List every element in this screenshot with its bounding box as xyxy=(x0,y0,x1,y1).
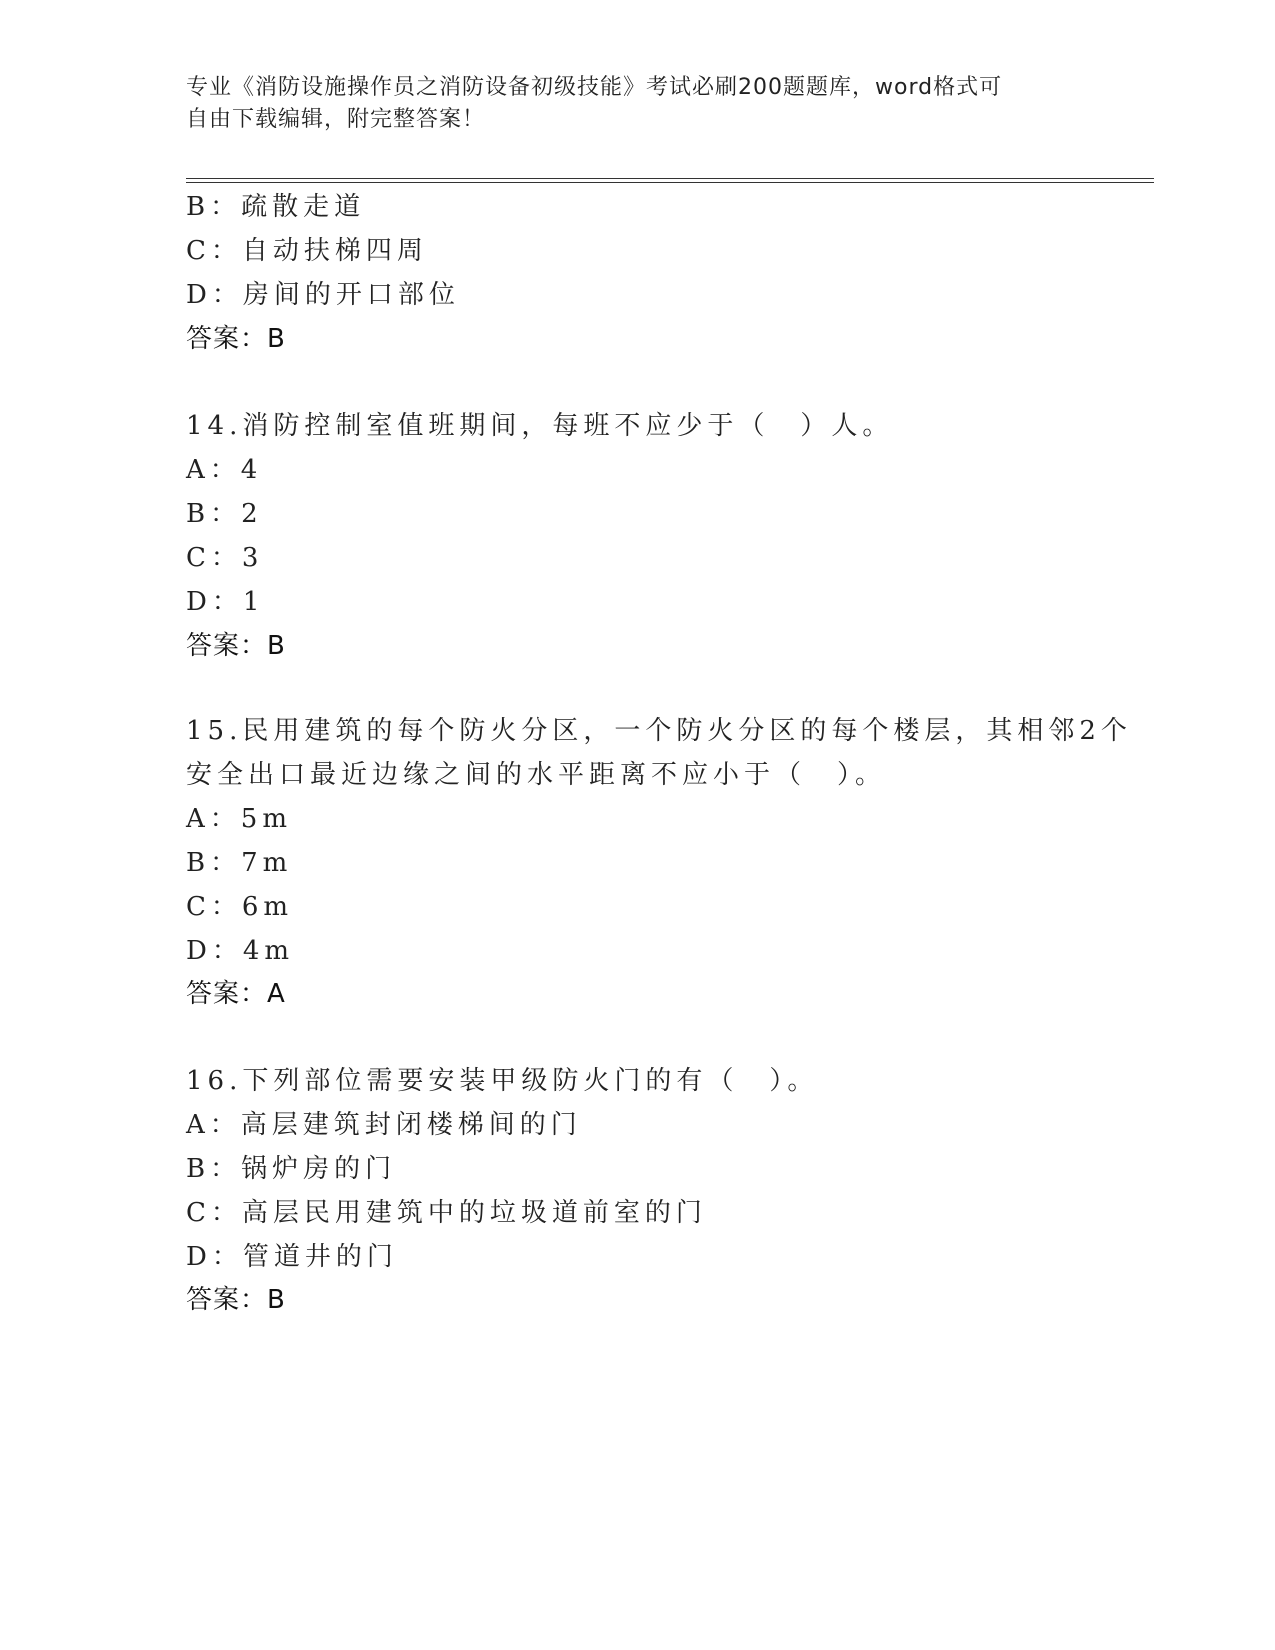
option-b: B：疏散走道 xyxy=(186,192,366,222)
option-d: D：管道井的门 xyxy=(186,1242,398,1272)
answer-line: 答案：A xyxy=(186,979,286,1009)
option-c: C：自动扶梯四周 xyxy=(186,236,428,266)
question-stem: 14.消防控制室值班期间，每班不应少于（ ）人。 xyxy=(186,411,894,441)
document-header xyxy=(186,72,1086,136)
header-line-2: 自由下载编辑，附完整答案！ xyxy=(186,107,486,132)
option-d: D：房间的开口部位 xyxy=(186,280,460,310)
header-divider-top xyxy=(186,178,1154,179)
answer-line: 答案：B xyxy=(186,1285,286,1315)
option-c: C：6m xyxy=(186,892,294,922)
option-b: B：锅炉房的门 xyxy=(186,1154,397,1184)
option-a: A：5m xyxy=(186,804,292,834)
question-stem-continued: 安全出口最近边缘之间的水平距离不应小于（ ）。 xyxy=(186,760,887,790)
question-stem: 15.民用建筑的每个防火分区，一个防火分区的每个楼层，其相邻2个 xyxy=(186,716,1132,746)
option-d: D：1 xyxy=(186,587,265,617)
option-c: C：3 xyxy=(186,543,264,573)
option-b: B：7m xyxy=(186,848,293,878)
answer-line: 答案：B xyxy=(186,631,286,661)
option-d: D：4m xyxy=(186,936,295,966)
header-divider-bottom xyxy=(186,182,1154,183)
option-a: A：4 xyxy=(186,455,263,485)
option-b: B：2 xyxy=(186,499,263,529)
option-a: A：高层建筑封闭楼梯间的门 xyxy=(186,1110,582,1140)
answer-line: 答案：B xyxy=(186,324,286,354)
header-line-1: 专业《消防设施操作员之消防设备初级技能》考试必刷200题题库，word格式可 xyxy=(186,75,1003,100)
question-stem: 16.下列部位需要安装甲级防火门的有（ ）。 xyxy=(186,1066,819,1096)
option-c: C：高层民用建筑中的垃圾道前室的门 xyxy=(186,1198,707,1228)
